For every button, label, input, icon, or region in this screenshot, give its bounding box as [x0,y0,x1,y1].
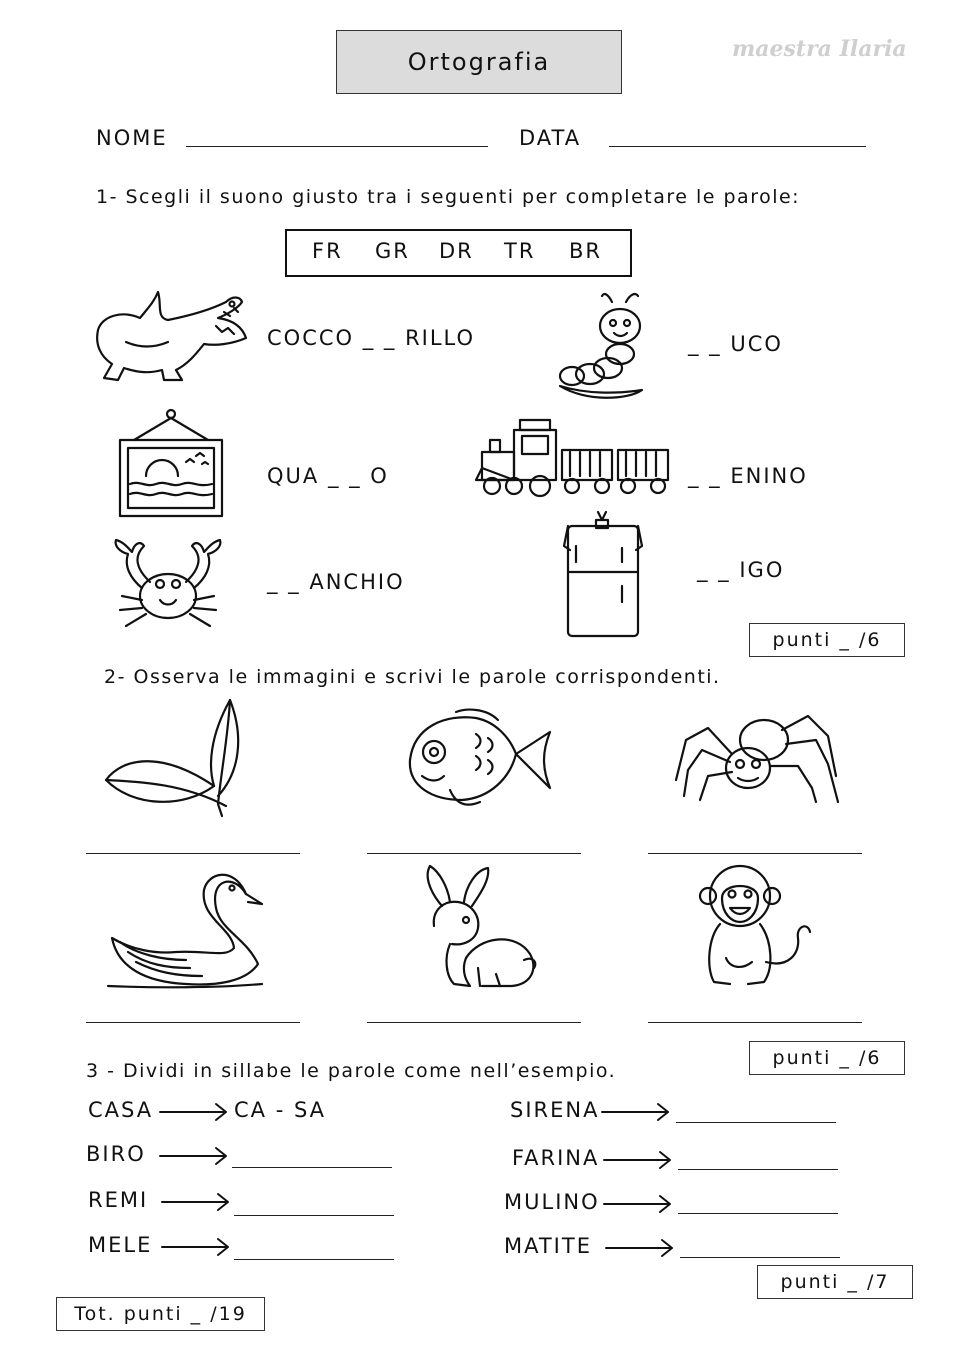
answer-line-fish[interactable] [367,853,581,854]
spider-icon [672,710,844,802]
word-fridge: _ _ IGO [697,558,785,582]
name-field[interactable] [186,146,488,147]
syllable-answer-line[interactable] [680,1257,840,1258]
arrow-right-icon [160,1236,232,1258]
exercise2-instruction: 2- Osserva le immagini e scrivi le parole corrispondenti. [104,666,721,688]
date-field[interactable] [609,146,866,147]
sound-option: GR [375,239,410,263]
syllable-answer-line[interactable] [232,1167,392,1168]
syllable-word: MATITE [504,1234,592,1258]
exercise1-instruction: 1- Scegli il suono giusto tra i seguenti per completare le parole: [96,186,801,208]
arrow-right-icon [600,1101,672,1123]
word-caterpillar: _ _ UCO [688,332,783,356]
syllable-example-word: CASA [88,1098,154,1122]
arrow-right-icon [160,1191,232,1213]
arrow-right-icon [602,1149,674,1171]
arrow-right-icon [158,1101,230,1123]
date-label: DATA [519,126,582,150]
name-label: NOME [96,126,168,150]
crab-icon [106,538,230,634]
word-train: _ _ ENINO [688,464,808,488]
score-box-exercise3: punti _ /7 [757,1265,913,1299]
score-box-exercise1: punti _ /6 [749,623,905,657]
answer-line-leaf[interactable] [86,853,300,854]
arrow-right-icon [604,1237,676,1259]
answer-line-swan[interactable] [86,1022,300,1023]
crocodile-icon [92,288,252,388]
sound-option: BR [569,239,602,263]
syllable-word: REMI [88,1188,149,1212]
syllable-word: FARINA [512,1146,600,1170]
word-crocodile: COCCO _ _ RILLO [267,326,476,350]
syllable-answer-line[interactable] [676,1122,836,1123]
word-crab: _ _ ANCHIO [267,570,405,594]
framed-picture-icon [116,408,226,520]
page-title: Ortografia [336,30,622,94]
swan-icon [106,868,266,988]
sound-option: TR [504,239,536,263]
syllable-word: MELE [88,1233,153,1257]
arrow-right-icon [602,1193,674,1215]
score-box-exercise2: punti _ /6 [749,1041,905,1075]
syllable-word: MULINO [504,1190,600,1214]
fridge-icon [562,506,646,640]
syllable-answer-line[interactable] [234,1215,394,1216]
syllable-example-answer: CA - SA [234,1098,327,1122]
answer-line-rabbit[interactable] [367,1022,581,1023]
rabbit-icon [420,862,540,990]
train-icon [474,418,674,498]
caterpillar-icon [556,290,648,400]
sound-option: FR [312,239,343,263]
syllable-answer-line[interactable] [234,1259,394,1260]
leaf-icon [104,696,244,818]
sound-option: DR [439,239,474,263]
fish-icon [406,708,556,812]
monkey-icon [700,858,812,992]
arrow-right-icon [158,1145,230,1167]
syllable-answer-line[interactable] [678,1169,838,1170]
total-score-box: Tot. punti _ /19 [56,1297,265,1331]
syllable-word: SIRENA [510,1098,600,1122]
syllable-answer-line[interactable] [678,1213,838,1214]
brand-logo: maestra Ilaria [732,36,907,62]
answer-line-monkey[interactable] [648,1022,862,1023]
word-frame: QUA _ _ O [267,464,389,488]
exercise3-instruction: 3 - Dividi in sillabe le parole come nell’esempio. [86,1060,617,1082]
answer-line-spider[interactable] [648,853,862,854]
syllable-word: BIRO [86,1142,146,1166]
